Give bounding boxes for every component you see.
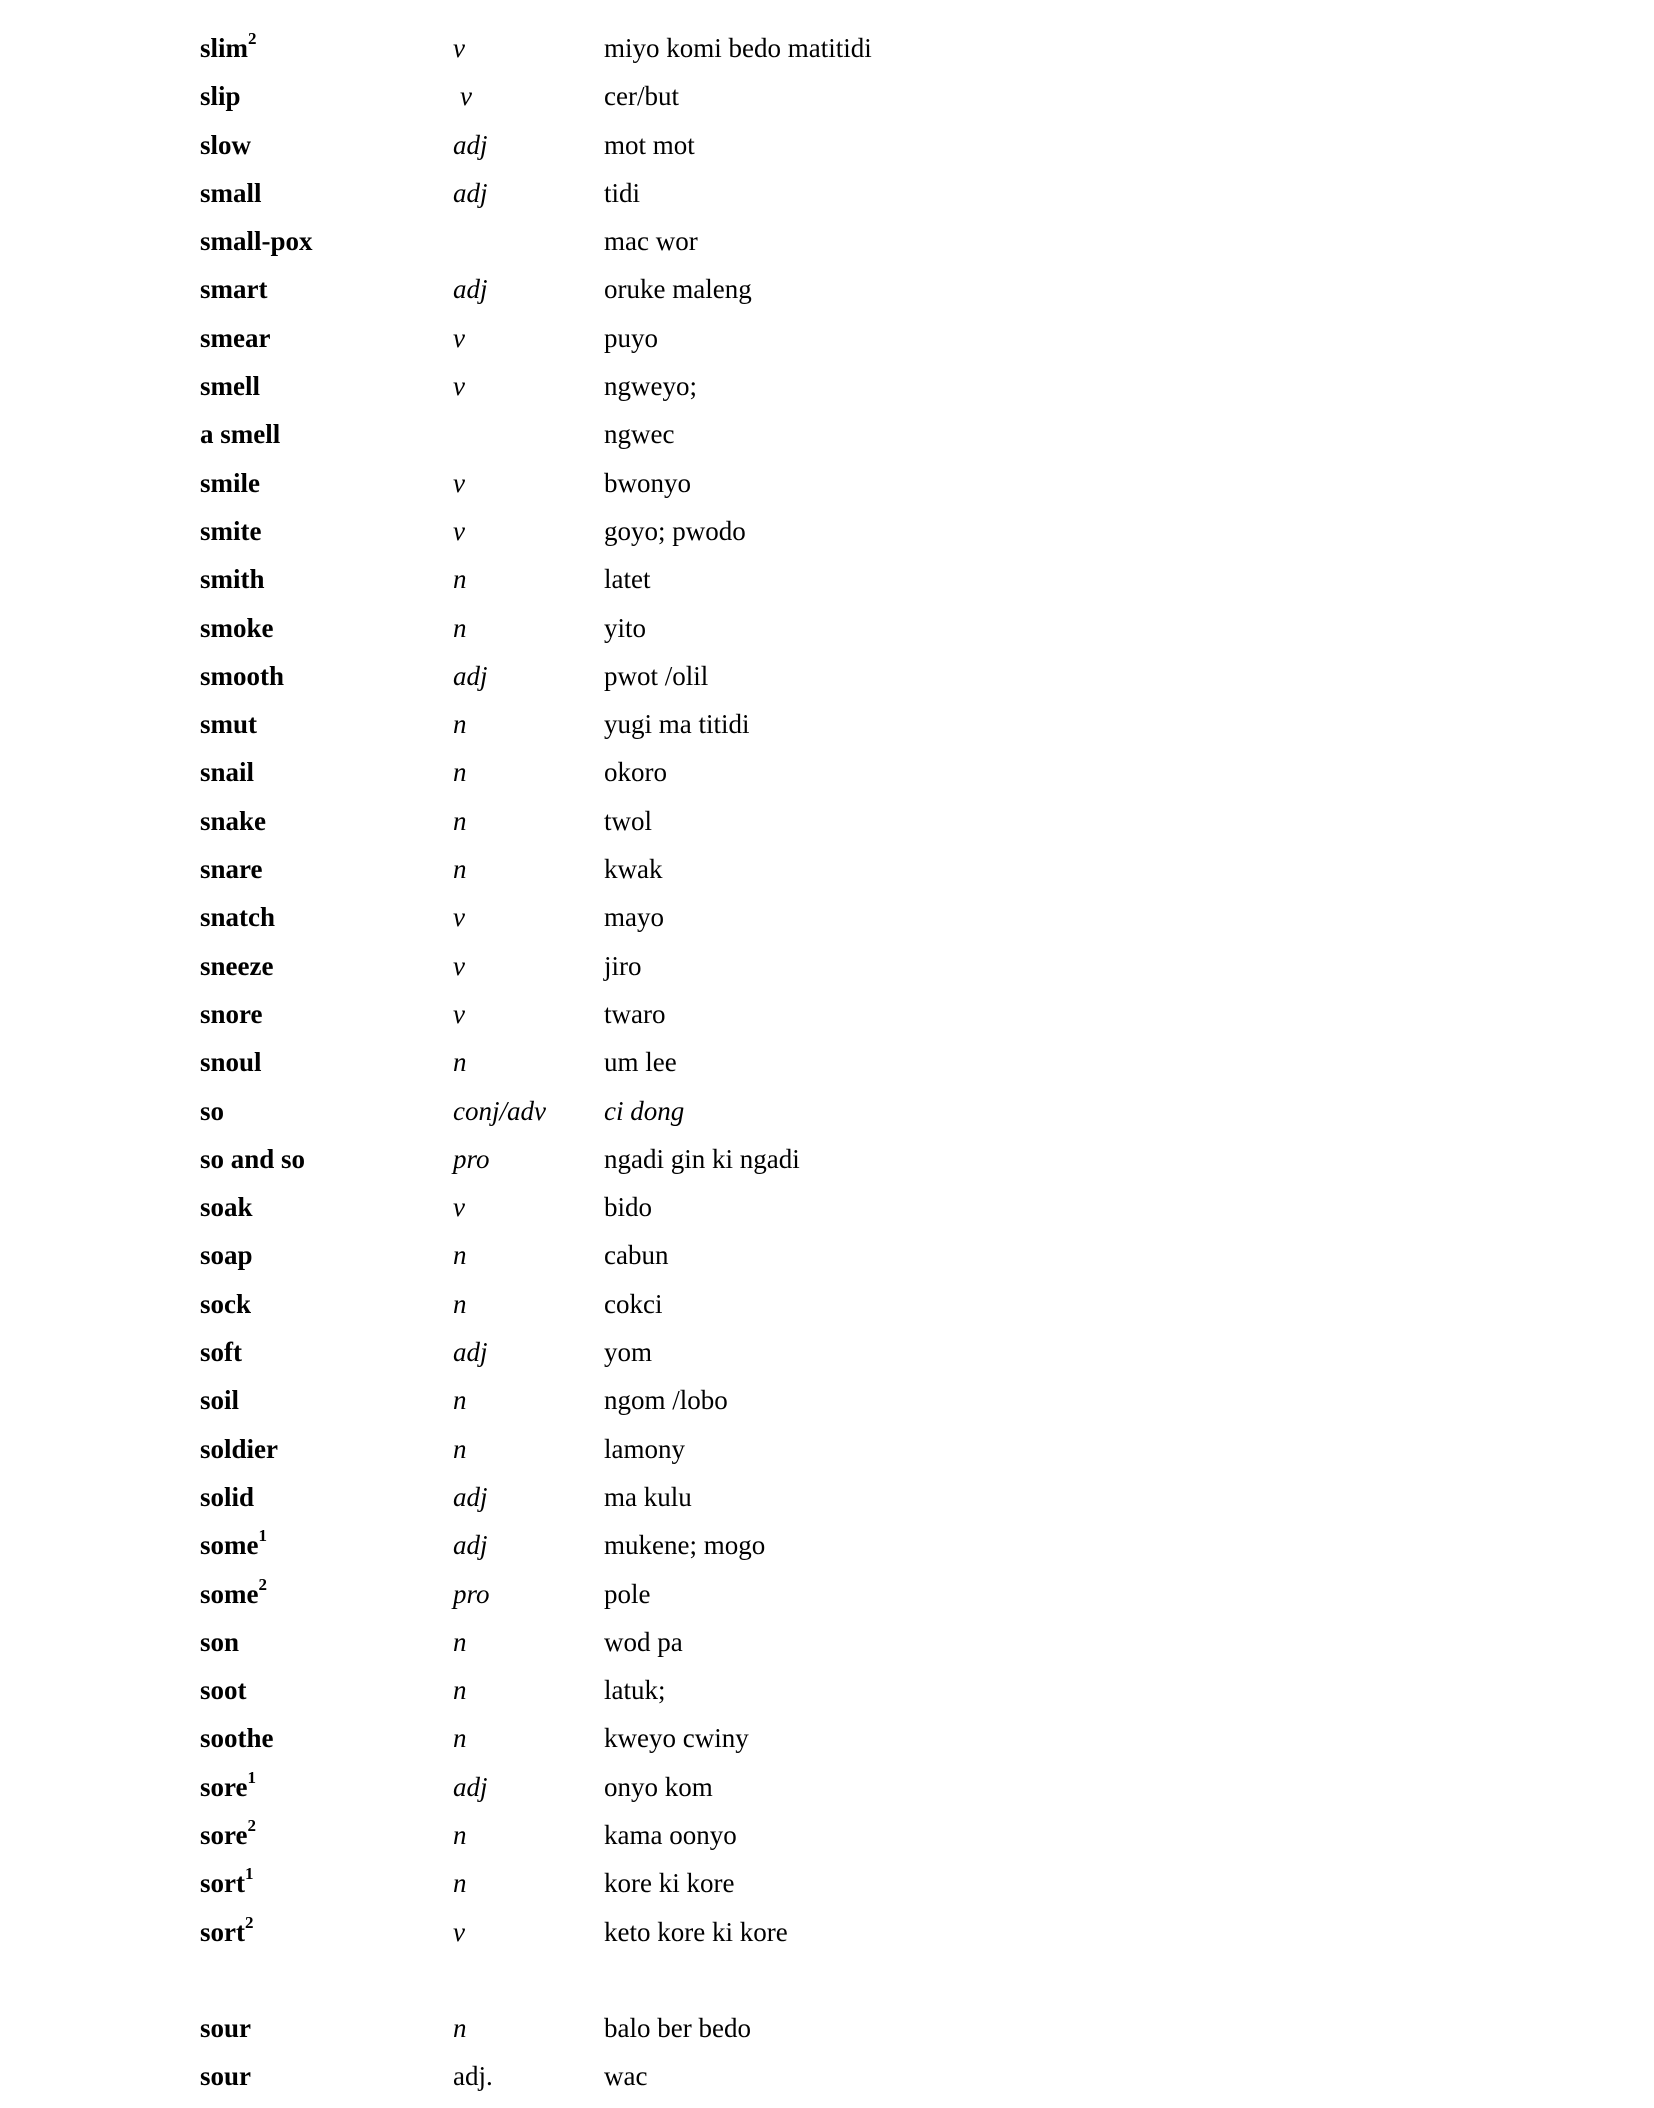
dictionary-entry (0, 1038, 1654, 1086)
dictionary-entry (0, 1714, 1654, 1762)
dictionary-entry (0, 942, 1654, 990)
part-of-speech: adj (453, 177, 488, 208)
dictionary-entry (0, 1376, 1654, 1424)
part-of-speech: v (453, 515, 465, 546)
translation: bwonyo (604, 467, 691, 498)
dictionary-entry (0, 217, 1654, 265)
sense-number: 1 (244, 1864, 254, 1884)
translation: tidi (604, 177, 641, 208)
headword (200, 314, 270, 362)
translation: ngwec (604, 419, 675, 450)
part-of-speech: v (453, 371, 465, 402)
translation: kweyo cwiny (604, 1723, 749, 1754)
headword (200, 217, 313, 265)
dictionary-entry (0, 1570, 1654, 1618)
part-of-speech: adj (453, 129, 488, 160)
headword (200, 1425, 278, 1473)
headword-text: a smell (200, 419, 281, 450)
translation: ngom /lobo (604, 1385, 728, 1416)
headword (200, 507, 261, 555)
sense-number: 2 (248, 29, 257, 48)
translation: goyo; pwodo (604, 515, 746, 546)
headword (200, 942, 273, 990)
translation: kwak (604, 854, 663, 885)
translation: twol (604, 805, 653, 836)
headword-text: smart (200, 274, 268, 305)
headword-text: sock (200, 1288, 252, 1319)
part-of-speech: n (453, 1675, 467, 1706)
translation: pwot /olil (604, 660, 709, 691)
dictionary-entry (0, 24, 1654, 72)
part-of-speech: v (453, 467, 465, 498)
part-of-speech: adj (453, 660, 488, 691)
dictionary-entry (0, 362, 1654, 410)
part-of-speech: n (453, 1626, 467, 1657)
sense-number: 2 (244, 1912, 254, 1932)
part-of-speech: v (460, 81, 472, 112)
translation: mukene; mogo (604, 1530, 766, 1561)
headword (200, 2004, 251, 2052)
headword (200, 1521, 267, 1569)
translation: cer/but (604, 81, 679, 112)
headword-text: so and so (200, 1143, 306, 1174)
sense-number: 2 (247, 1815, 256, 1835)
part-of-speech: adj. (453, 2061, 493, 2092)
headword (200, 1183, 253, 1231)
headword (200, 410, 280, 458)
dictionary-entry (0, 748, 1654, 796)
headword-text: slim (200, 33, 249, 63)
sense-number: 2 (258, 1574, 267, 1594)
part-of-speech: v (453, 1916, 465, 1947)
headword (200, 72, 241, 120)
dictionary-entry (0, 1183, 1654, 1231)
translation: latet (604, 564, 651, 595)
headword (200, 555, 265, 603)
translation: cokci (604, 1288, 663, 1319)
headword-text: soothe (200, 1723, 274, 1754)
translation: yito (604, 612, 647, 643)
headword (200, 1570, 267, 1618)
translation: ci dong (604, 1095, 685, 1126)
headword (200, 459, 260, 507)
part-of-speech: n (453, 2013, 467, 2044)
sense-number: 1 (258, 1526, 267, 1546)
headword-text: so (200, 1095, 225, 1126)
translation: latuk; (604, 1675, 666, 1706)
headword-text: smite (200, 515, 262, 546)
translation: lamony (604, 1433, 685, 1464)
headword (200, 362, 260, 410)
part-of-speech: adj (453, 1337, 488, 1368)
headword (200, 700, 257, 748)
headword-text: small (200, 177, 262, 208)
dictionary-entry (0, 265, 1654, 313)
translation: ngadi gin ki ngadi (604, 1143, 800, 1174)
headword-text: some (200, 1530, 259, 1561)
spacer (0, 1956, 1654, 2004)
dictionary-entry (0, 72, 1654, 120)
translation: cabun (604, 1240, 669, 1271)
headword (200, 1280, 251, 1328)
headword-text: snore (200, 998, 263, 1029)
dictionary-entry (0, 555, 1654, 603)
part-of-speech: n (453, 854, 467, 885)
headword-text: sort (200, 1916, 245, 1947)
headword (200, 1087, 224, 1135)
dictionary-entry (0, 459, 1654, 507)
headword-text: smut (200, 709, 258, 740)
dictionary-entry (0, 845, 1654, 893)
dictionary-entry (0, 1811, 1654, 1859)
dictionary-entry (0, 2052, 1654, 2100)
translation: mot mot (604, 129, 695, 160)
headword-text: soot (200, 1675, 247, 1706)
part-of-speech: v (453, 33, 465, 63)
dictionary-entry (0, 1473, 1654, 1521)
part-of-speech: adj (453, 1771, 488, 1802)
part-of-speech: adj (453, 274, 488, 305)
dictionary-entry (0, 1425, 1654, 1473)
headword-text: sour (200, 2061, 252, 2092)
dictionary-entry (0, 1859, 1654, 1907)
translation: wod pa (604, 1626, 683, 1657)
dictionary-entry (0, 1521, 1654, 1569)
translation: pole (604, 1578, 651, 1609)
dictionary-entry (0, 1328, 1654, 1376)
translation: um lee (604, 1047, 677, 1078)
part-of-speech: n (453, 1868, 467, 1899)
headword (200, 169, 262, 217)
headword (200, 1618, 239, 1666)
part-of-speech: n (453, 709, 467, 740)
translation: wac (604, 2061, 648, 2092)
dictionary-entry (0, 410, 1654, 458)
headword-text: small-pox (200, 226, 313, 257)
headword (200, 797, 266, 845)
headword-text: slow (200, 129, 252, 160)
part-of-speech: n (453, 1385, 467, 1416)
headword-text: soak (200, 1192, 253, 1223)
part-of-speech: v (453, 322, 465, 353)
headword (200, 1135, 305, 1183)
dictionary-entry (0, 652, 1654, 700)
translation: puyo (604, 322, 658, 353)
translation: onyo kom (604, 1771, 713, 1802)
dictionary-entry (0, 1280, 1654, 1328)
headword-text: smile (200, 467, 260, 498)
dictionary-entry (0, 1618, 1654, 1666)
dictionary-entry (0, 1763, 1654, 1811)
headword-text: snatch (200, 902, 276, 933)
part-of-speech: adj (453, 1530, 488, 1561)
dictionary-entry (0, 507, 1654, 555)
headword (200, 893, 275, 941)
dictionary-entry (0, 169, 1654, 217)
dictionary-entry-list (0, 24, 1654, 2101)
headword (200, 604, 274, 652)
headword-text: son (200, 1626, 240, 1657)
headword-text: some (200, 1578, 259, 1609)
headword-text: snare (200, 854, 263, 885)
headword (200, 1231, 253, 1279)
headword-text: sour (200, 2013, 252, 2044)
translation: oruke maleng (604, 274, 752, 305)
part-of-speech: conj/adv (453, 1095, 546, 1126)
part-of-speech: n (453, 1047, 467, 1078)
dictionary-entry (0, 893, 1654, 941)
part-of-speech: v (453, 902, 465, 933)
headword-text: sore (200, 1819, 248, 1850)
headword (200, 845, 263, 893)
headword-text: solid (200, 1481, 255, 1512)
part-of-speech: n (453, 757, 467, 788)
translation: kama oonyo (604, 1819, 737, 1850)
headword (200, 1811, 256, 1859)
headword (200, 1038, 262, 1086)
headword (200, 1666, 247, 1714)
headword (200, 1473, 254, 1521)
translation: yugi ma titidi (604, 709, 750, 740)
headword (200, 748, 254, 796)
headword-text: smooth (200, 660, 285, 691)
translation: balo ber bedo (604, 2013, 751, 2044)
dictionary-entry (0, 1666, 1654, 1714)
dictionary-entry (0, 314, 1654, 362)
headword (200, 1328, 242, 1376)
part-of-speech: n (453, 612, 467, 643)
translation: mac wor (604, 226, 698, 257)
part-of-speech: n (453, 1288, 467, 1319)
part-of-speech: v (453, 1192, 465, 1223)
part-of-speech: adj (453, 1481, 488, 1512)
headword (200, 1763, 256, 1811)
dictionary-entry (0, 700, 1654, 748)
translation: okoro (604, 757, 667, 788)
dictionary-entry (0, 797, 1654, 845)
dictionary-entry (0, 1908, 1654, 1956)
part-of-speech: v (453, 950, 465, 981)
headword-text: snail (200, 757, 255, 788)
part-of-speech: pro (453, 1143, 490, 1174)
headword (200, 1908, 253, 1956)
dictionary-entry (0, 2004, 1654, 2052)
translation: jiro (604, 950, 642, 981)
translation: miyo komi bedo matitidi (604, 33, 872, 63)
part-of-speech: n (453, 1819, 467, 1850)
headword-text: smith (200, 564, 265, 595)
translation: mayo (604, 902, 664, 933)
translation: kore ki kore (604, 1868, 735, 1899)
headword-text: soft (200, 1337, 242, 1368)
part-of-speech: n (453, 1433, 467, 1464)
dictionary-entry (0, 990, 1654, 1038)
headword (200, 1376, 239, 1424)
translation: ma kulu (604, 1481, 692, 1512)
headword-text: sneeze (200, 950, 274, 981)
translation: bido (604, 1192, 653, 1223)
headword-text: soldier (200, 1433, 278, 1464)
headword-text: soap (200, 1240, 253, 1271)
dictionary-entry (0, 604, 1654, 652)
headword (200, 652, 284, 700)
headword-text: slip (200, 81, 241, 112)
translation: keto kore ki kore (604, 1916, 788, 1947)
translation: ngweyo; (604, 371, 697, 402)
dictionary-entry (0, 1231, 1654, 1279)
headword-text: smell (200, 371, 260, 402)
part-of-speech: n (453, 1723, 467, 1754)
headword (200, 1714, 274, 1762)
headword (200, 265, 267, 313)
part-of-speech: v (453, 998, 465, 1029)
dictionary-entry (0, 1135, 1654, 1183)
headword-text: sort (200, 1868, 245, 1899)
headword (200, 121, 251, 169)
headword-text: soil (200, 1385, 240, 1416)
headword (200, 2052, 251, 2100)
headword (200, 24, 257, 72)
headword-text: sore (200, 1771, 248, 1802)
part-of-speech: n (453, 805, 467, 836)
headword (200, 990, 263, 1038)
headword-text: smoke (200, 612, 274, 643)
translation: twaro (604, 998, 666, 1029)
part-of-speech: n (453, 1240, 467, 1271)
headword-text: snoul (200, 1047, 262, 1078)
dictionary-entry (0, 1087, 1654, 1135)
sense-number: 1 (247, 1767, 256, 1787)
dictionary-entry (0, 121, 1654, 169)
headword-text: smear (200, 322, 271, 353)
part-of-speech: pro (453, 1578, 490, 1609)
part-of-speech: n (453, 564, 467, 595)
headword-text: snake (200, 805, 267, 836)
headword (200, 1859, 253, 1907)
translation: yom (604, 1337, 653, 1368)
